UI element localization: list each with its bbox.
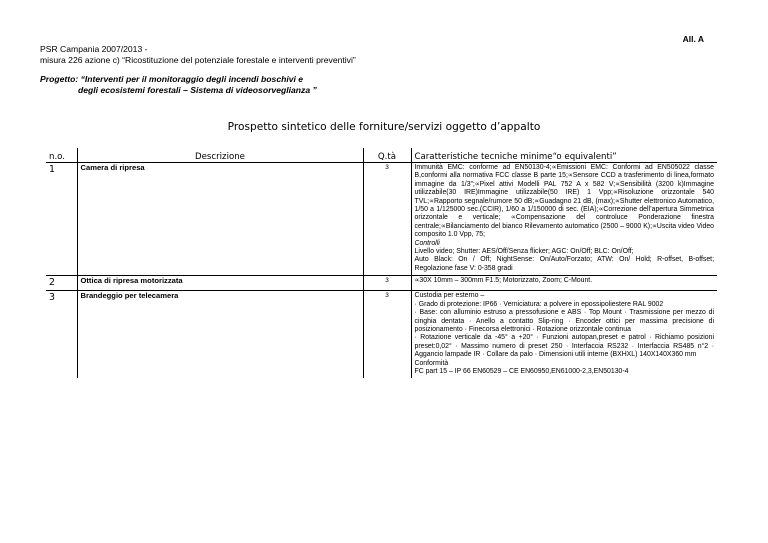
table-row — [46, 163, 717, 276]
table-header-row — [46, 148, 717, 163]
program-header — [40, 44, 356, 66]
row-qty: 3 — [363, 291, 411, 379]
spec-line: Livello video; Shutter: AES/Off/Senza flicker; AGC: On/Off; BLC: On/Off; — [414, 248, 634, 256]
header-no: n.o. — [46, 148, 77, 163]
spec-line: · Rotazione verticale da -45° a +20° · Funzioni autopan,preset e patrol · Richiamo posizioni preset:0,02° · Massimo numero di preset 250 · Interfaccia RS232 · Interfaccia RS485 n°2 · Aggancio lampade IR · Collare da palo · Dimensioni utili interne (BXHXL) 140X140X360 mm — [414, 334, 714, 359]
project-line-1: Progetto: “Interventi per il monitoraggio degli incendi boschivi e — [40, 74, 304, 84]
header-qty: Q.tà — [363, 148, 411, 163]
header-specs: Caratteristiche tecniche minime“o equivalenti” — [411, 148, 717, 163]
row-description: Ottica di ripresa motorizzata — [77, 276, 363, 291]
spec-line: ∝30X 10mm – 300mm F1.5; Motorizzato, Zoom; C-Mount. — [414, 277, 593, 285]
table-row — [46, 276, 717, 291]
row-qty: 3 — [363, 276, 411, 291]
program-line-1: PSR Campania 2007/2013 - — [40, 44, 148, 54]
spec-line: · Base: con alluminio estruso a pressofusione e ABS · Top Mount · Trasmissione per mezzo di cinghia dentata · Anello a contatto Slip-ring · Encoder ottici per massima precisione di posizionamento · Finecorsa elettronici · Rotazione orizzontale continua — [414, 309, 714, 333]
spec-line: Immunità EMC: conforme ad EN50130-4;∝Emissioni EMC: Conformi ad EN505022 classe B,conformi alla normativa FCC classe B parte 15;∝Sensore CCD a trasferimento di linea,formato immagine da 1/3”;∝Pixel attivi Modelli PAL 752 A x 582 V;∝Sensibilità (3200 k)Immagine utilizzabile(30 IRE)Immagine utilizzabile(50 IRE) 1 Vpp;∝Risoluzione orizzontale 540 TVL;∝Rapporto segnale/rumore 50 dB;∝Guadagno 21 dB, (max);∝Shutter elettronico Automatico, 1/50 a 1/125000 sec.(CCIR), 1/60 a 1/150000 di sec. (EIA);∝Correzione dell’apertura Simmetrica orizzontale e verticale; ∝Compensazione del controluce Ponderazione finestra centrale;∝Bilanciamento del bianco Rilevamento automatico (2500 – 9000 K);∝Uscita video Video composito 1.0 Vpp, 75; — [414, 164, 714, 239]
program-line-2: misura 226 azione c) “Ricostituzione del potenziale forestale e interventi preventivi” — [40, 55, 356, 65]
spec-line: Auto Black: On / Off; NightSense: On/Auto/Forzato; ATW: On/ Hold; R-offset, B-offset; Regolazione fase V: 0-358 gradi — [414, 256, 714, 272]
row-specs — [411, 276, 717, 291]
row-description: Brandeggio per telecamera — [77, 291, 363, 379]
header-description: Descrizione — [77, 148, 363, 163]
row-description: Camera di ripresa — [77, 163, 363, 276]
annex-label: All. A — [682, 34, 704, 44]
row-specs — [411, 163, 717, 276]
row-number: 1 — [46, 163, 77, 276]
spec-line: FC part 15 – IP 66 EN60529 – CE EN60950,EN61000-2,3,EN50130-4 — [414, 367, 629, 375]
table-row — [46, 291, 717, 379]
spec-line: Controlli — [414, 239, 440, 247]
row-specs — [411, 291, 717, 379]
row-number: 2 — [46, 276, 77, 291]
row-qty: 3 — [363, 163, 411, 276]
project-line-2: degli ecosistemi forestali – Sistema di videosorveglianza ” — [78, 85, 317, 95]
spec-line: Conformità — [414, 359, 449, 367]
row-number: 3 — [49, 292, 55, 304]
spec-line: Custodia per esterno – — [414, 292, 485, 300]
project-header — [40, 74, 317, 96]
document-title: Prospetto sintetico delle forniture/servizi oggetto d’appalto — [227, 121, 541, 133]
supply-table — [46, 148, 717, 378]
spec-line: · Grado di protezione: IP66 · Verniciatura: a polvere in epossipoliestere RAL 9002 — [414, 300, 664, 308]
